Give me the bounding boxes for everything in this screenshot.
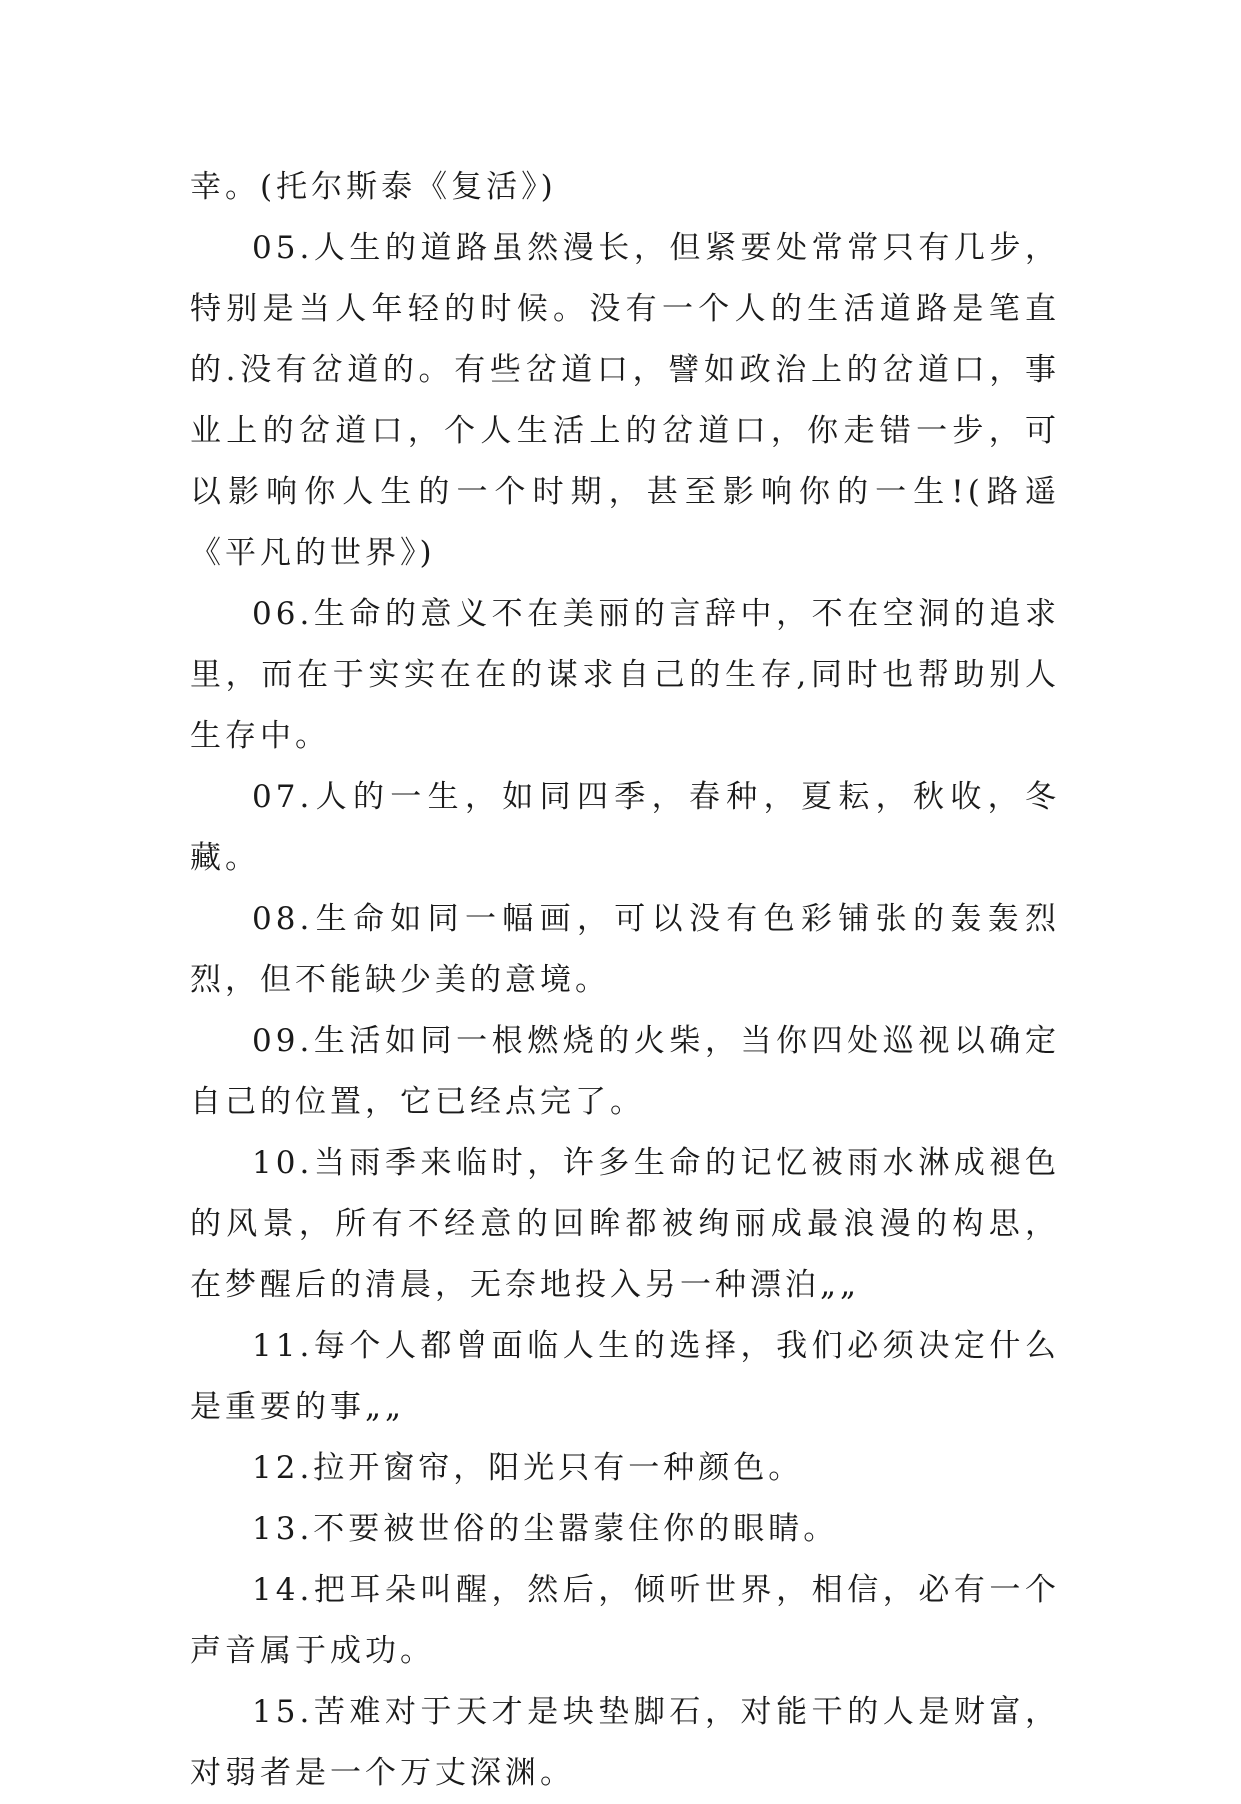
paragraph-continuation: 幸。(托尔斯泰《复活》) <box>190 169 557 205</box>
quote-paragraph-14: 14.把耳朵叫醒，然后，倾听世界，相信，必有一个声音属于成功。 <box>190 1572 1060 1669</box>
quote-paragraph-11: 11.每个人都曾面临人生的选择，我们必须决定什么是重要的事„„ <box>190 1328 1060 1425</box>
quote-paragraph-12: 12.拉开窗帘，阳光只有一种颜色。 <box>252 1450 804 1486</box>
quote-paragraph-08: 08.生命如同一幅画，可以没有色彩铺张的轰轰烈烈，但不能缺少美的意境。 <box>190 901 1060 998</box>
quote-paragraph-10: 10.当雨季来临时，许多生命的记忆被雨水淋成褪色的风景，所有不经意的回眸都被绚丽成最浪漫的构思，在梦醒后的清晨，无奈地投入另一种漂泊„„ <box>190 1145 1060 1303</box>
quote-paragraph-05: 05.人生的道路虽然漫长，但紧要处常常只有几步，特别是当人年轻的时候。没有一个人的生活道路是笔直的.没有岔道的。有些岔道口，譬如政治上的岔道口，事业上的岔道口，个人生活上的岔道口，你走错一步，可以影响你人生的一个时期，甚至影响你的一生!(路遥《平凡的世界》) <box>190 230 1060 571</box>
quote-paragraph-07: 07.人的一生，如同四季，春种，夏耘，秋收，冬藏。 <box>190 779 1060 876</box>
document-body <box>190 157 1060 1804</box>
quote-paragraph-09: 09.生活如同一根燃烧的火柴，当你四处巡视以确定自己的位置，它已经点完了。 <box>190 1023 1060 1120</box>
quote-paragraph-06: 06.生命的意义不在美丽的言辞中，不在空洞的追求里，而在于实实在在的谋求自己的生存,同时也帮助别人生存中。 <box>190 596 1060 754</box>
quote-paragraph-13: 13.不要被世俗的尘嚣蒙住你的眼睛。 <box>252 1511 839 1547</box>
quote-paragraph-15: 15.苦难对于天才是块垫脚石，对能干的人是财富，对弱者是一个万丈深渊。 <box>190 1694 1060 1791</box>
